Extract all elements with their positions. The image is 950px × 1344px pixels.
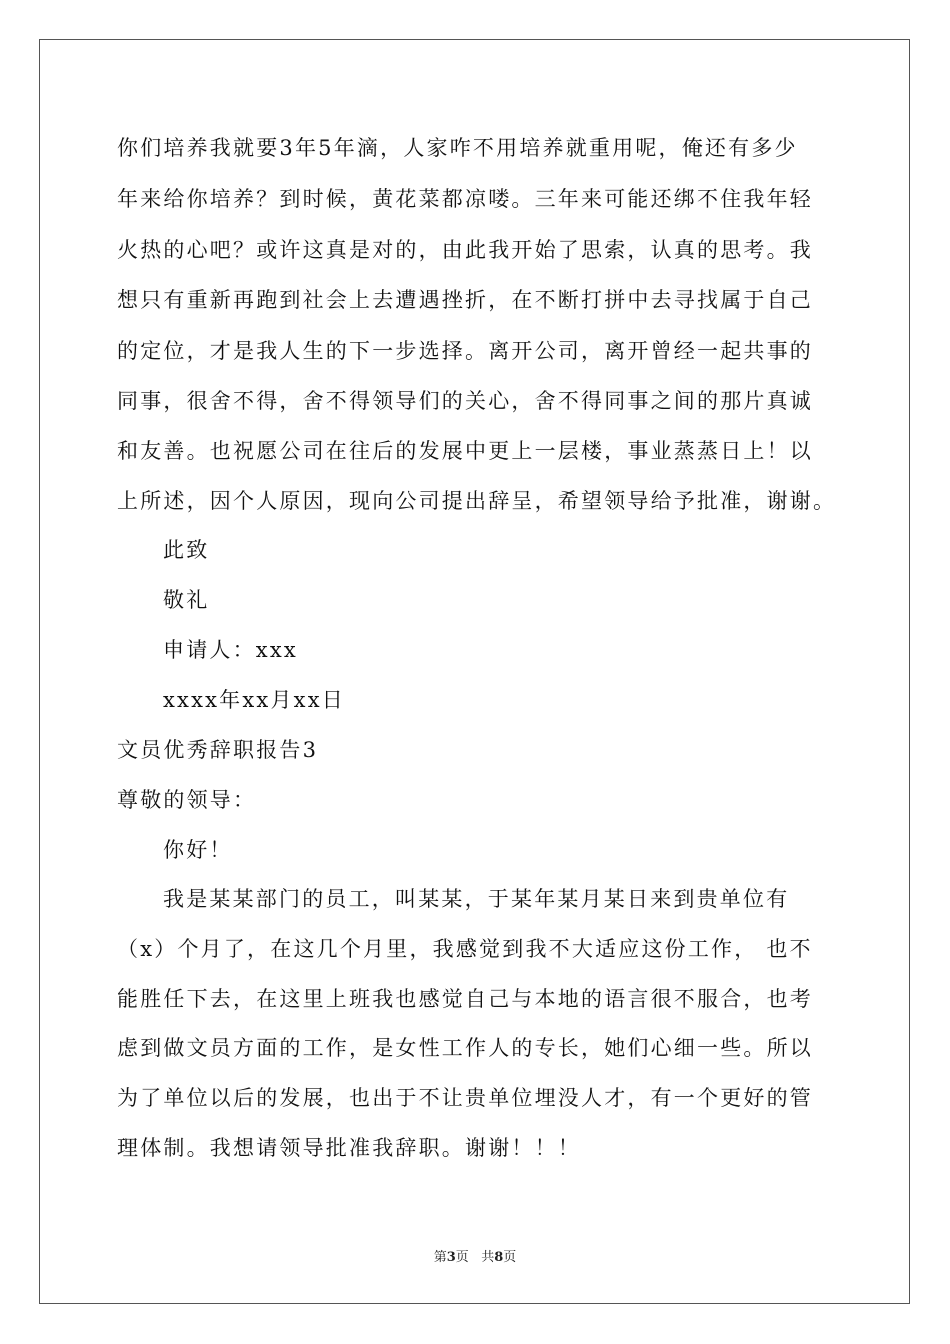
page-border [39, 39, 910, 1304]
page-footer [0, 1249, 950, 1267]
closing-ci-zhi: 此致 [163, 538, 210, 562]
section-title: 文员优秀辞职报告3 [117, 738, 319, 762]
total-prefix: 共 [481, 1250, 495, 1265]
paragraph-line: 你们培养我就要3年5年滴，人家咋不用培养就重用呢，俺还有多少 [117, 136, 798, 160]
total-pages: 8 [494, 1250, 504, 1265]
paragraph-line: 和友善。也祝愿公司在往后的发展中更上一层楼，事业蒸蒸日上！以 [117, 439, 813, 463]
paragraph-line: 上所述，因个人原因，现向公司提出辞呈，希望领导给予批准，谢谢。 [117, 489, 837, 513]
closing-jing-li: 敬礼 [163, 588, 210, 612]
paragraph-line: 想只有重新再跑到社会上去遭遇挫折，在不断打拼中去寻找属于自己 [117, 288, 813, 312]
greeting: 你好！ [163, 838, 233, 862]
paragraph-line: （x）个月了，在这几个月里，我感觉到我不大适应这份工作， 也不 [117, 937, 813, 961]
paragraph-line: 能胜任下去，在这里上班我也感觉自己与本地的语言很不服合，也考 [117, 987, 813, 1011]
date-line: xxxx年xx月xx日 [163, 688, 345, 712]
page-number: 3 [446, 1250, 456, 1265]
applicant-line: 申请人：xxx [163, 638, 298, 662]
paragraph-line: 同事，很舍不得，舍不得领导们的关心，舍不得同事之间的那片真诚 [117, 389, 813, 413]
paragraph-line: 的定位，才是我人生的下一步选择。离开公司，离开曾经一起共事的 [117, 339, 813, 363]
paragraph-line: 火热的心吧？或许这真是对的，由此我开始了思索，认真的思考。我 [117, 238, 813, 262]
salutation: 尊敬的领导： [117, 788, 257, 812]
paragraph-line: 年来给你培养？到时候，黄花菜都凉喽。三年来可能还绑不住我年轻 [117, 187, 813, 211]
paragraph-line: 我是某某部门的员工，叫某某，于某年某月某日来到贵单位有 [163, 887, 790, 911]
page-prefix: 第 [433, 1250, 447, 1265]
page-suffix: 页 [455, 1250, 469, 1265]
paragraph-line: 理体制。我想请领导批准我辞职。谢谢！！！ [117, 1136, 581, 1160]
total-suffix: 页 [503, 1250, 517, 1265]
paragraph-line: 为了单位以后的发展，也出于不让贵单位埋没人才，有一个更好的管 [117, 1086, 813, 1110]
paragraph-line: 虑到做文员方面的工作，是女性工作人的专长，她们心细一些。所以 [117, 1036, 813, 1060]
